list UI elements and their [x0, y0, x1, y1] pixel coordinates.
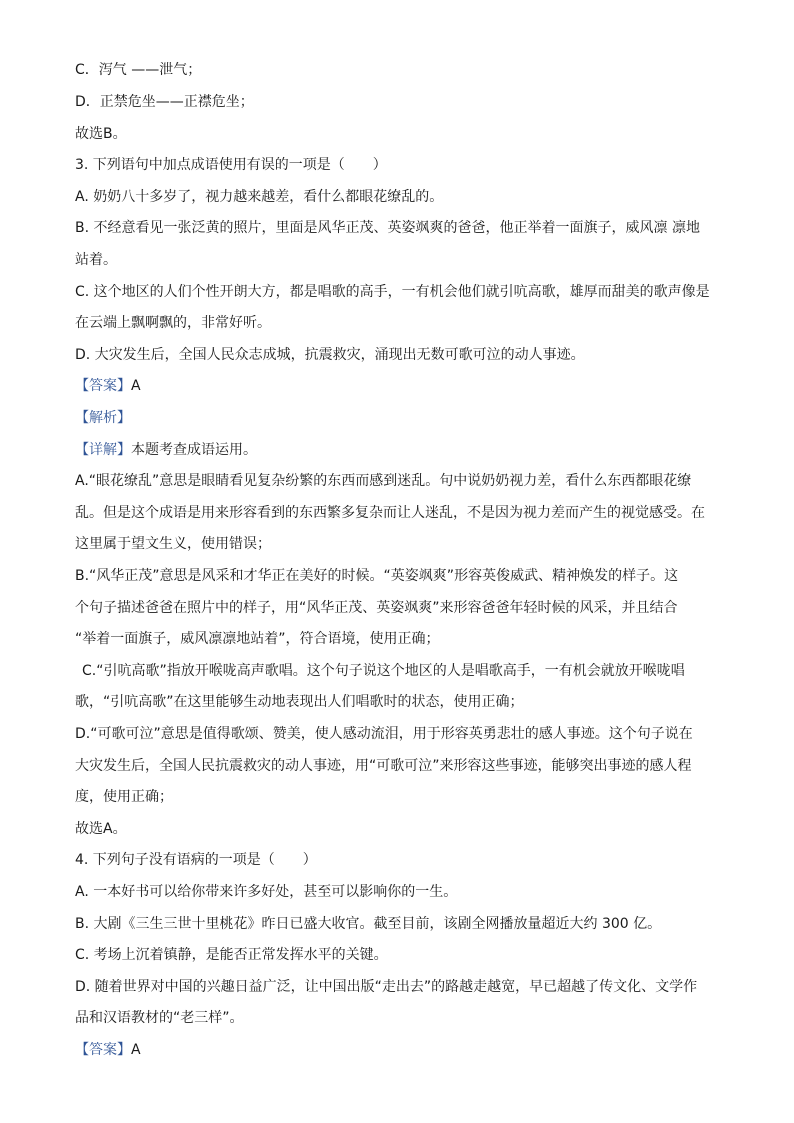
text-line: 故选B。	[75, 126, 127, 142]
option-d: D. 随着世界对中国的兴趣日益广泛，让中国出版“走出去”的路越走越宽，早已超越了传文化、文学作	[75, 979, 698, 995]
text-line: 大灾发生后，全国人民抗震救灾的动人事迹，用“可歌可泣”来形容这些事迹，能够突出事迹的感人程	[75, 758, 692, 774]
option-d: D. 大灾发生后，全国人民众志成城，抗震救灾，涌现出无数可歌可泣的动人事迹。	[75, 347, 585, 363]
text-line: 个句子描述爸爸在照片中的样子，用“风华正茂、英姿飒爽”来形容爸爸年轻时候的风采，并且结合	[75, 600, 678, 616]
text-line: C.“引吭高歌”指放开喉咙高声歌唱。这个句子说这个地区的人是唱歌高手，一有机会就放开喉咙唱	[82, 663, 685, 679]
text-line: B.“风华正茂”意思是风采和才华正在美好的时候。“英姿飒爽”形容英俊威武、精神焕发的样子。这	[75, 568, 679, 584]
option-c: C. 这个地区的人们个性开朗大方，都是唱歌的高手，一有机会他们就引吭高歌，雄厚而甜美的歌声像是	[75, 284, 710, 300]
text-line: D.“可歌可泣”意思是值得歌颂、赞美，使人感动流泪，用于形容英勇悲壮的感人事迹。这个句子说在	[75, 726, 693, 742]
answer-line	[75, 1040, 725, 1060]
text-line: 故选A。	[75, 821, 127, 837]
option-b: B. 不经意看见一张泛黄的照片，里面是风华正茂、英姿飒爽的爸爸，他正举着一面旗子，威风凛 凛地	[75, 220, 700, 236]
option-a: A. 一本好书可以给你带来许多好处，甚至可以影响你的一生。	[75, 884, 458, 900]
analysis-tag: 【解析】	[75, 410, 131, 426]
text-line: “举着一面旗子，威风凛凛地站着”，符合语境，使用正确；	[75, 631, 440, 647]
option-b: B. 大剧《三生三世十里桃花》昨日已盛大收官。截至目前，该剧全网播放量超近大约 300 亿。	[75, 916, 662, 932]
text-line: 站着。	[75, 252, 117, 268]
text-line: 歌，“引吭高歌”在这里能够生动地表现出人们唱歌时的状态，使用正确；	[75, 694, 524, 710]
answer-tag: 【答案】	[75, 1042, 131, 1058]
detail-tag: 【详解】	[75, 442, 131, 458]
detail-line	[75, 440, 725, 460]
text-line: 品和汉语教材的“老三样”。	[75, 1010, 244, 1026]
text-line: D．正禁危坐——正襟危坐；	[75, 94, 254, 110]
text-line: 在云端上飘啊飘的，非常好听。	[75, 315, 271, 331]
text-line: 这里属于望文生义，使用错误；	[75, 536, 271, 552]
option-a: A. 奶奶八十多岁了，视力越来越差，看什么都眼花缭乱的。	[75, 189, 444, 205]
answer-tag: 【答案】	[75, 378, 131, 394]
text-line: 乱。但是这个成语是用来形容看到的东西繁多复杂而让人迷乱，不是因为视力差而产生的视觉感受。在	[75, 505, 705, 521]
answer-line	[75, 376, 725, 396]
detail-text: 本题考查成语运用。	[131, 442, 257, 458]
question-4-stem: 4. 下列句子没有语病的一项是（ ）	[75, 852, 317, 868]
question-3-stem: 3. 下列语句中加点成语使用有误的一项是（ ）	[75, 157, 387, 173]
answer-value: A	[131, 378, 141, 394]
option-c: C. 考场上沉着镇静，是能否正常发挥水平的关键。	[75, 947, 388, 963]
text-line: 度，使用正确；	[75, 789, 173, 805]
answer-value: A	[131, 1042, 141, 1058]
text-line: C．泻气 ——泄气；	[75, 62, 202, 78]
text-line: A.“眼花缭乱”意思是眼睛看见复杂纷繁的东西而感到迷乱。句中说奶奶视力差，看什么东西都眼花缭	[75, 473, 692, 489]
